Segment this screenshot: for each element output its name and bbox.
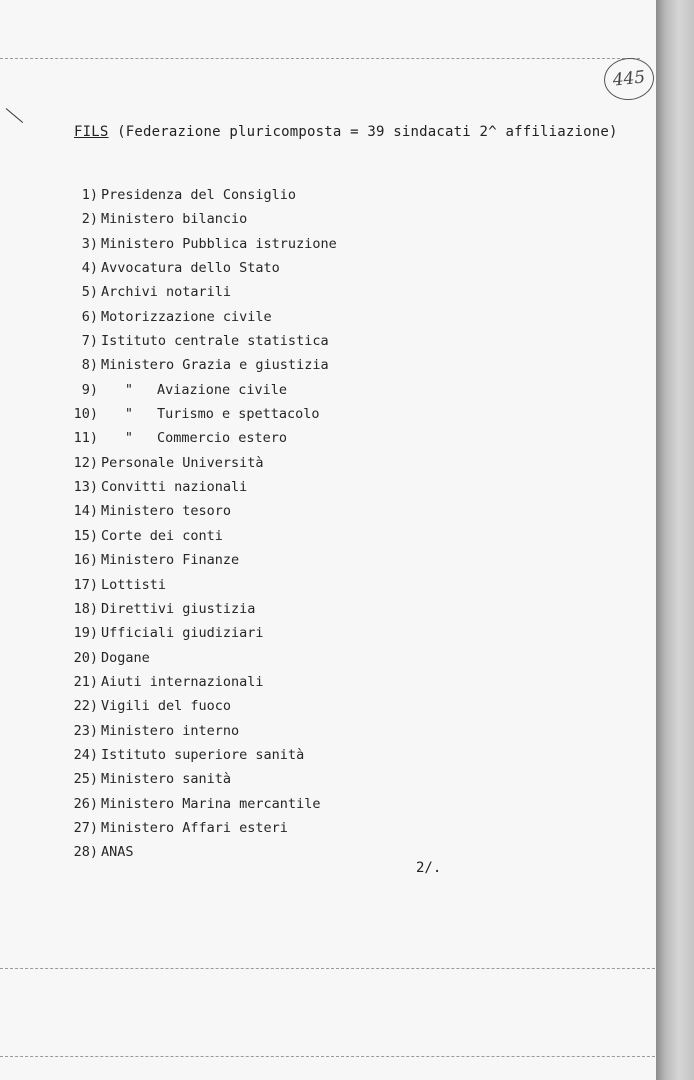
- item-text: Commercio estero: [157, 430, 288, 447]
- item-text: Dogane: [101, 649, 150, 666]
- item-number: 2): [81, 211, 98, 228]
- item-text: Archivi notarili: [101, 284, 232, 301]
- list-item: [66, 548, 337, 572]
- bottom-fold-line: [0, 968, 660, 970]
- list-item: [66, 840, 337, 864]
- item-text: Vigili del fuoco: [101, 698, 232, 715]
- item-text: Convitti nazionali: [101, 479, 248, 496]
- item-number: 1): [81, 187, 98, 203]
- item-number: 7): [81, 333, 98, 350]
- item-number: 9): [81, 381, 98, 398]
- item-text: Direttivi giustizia: [101, 600, 256, 617]
- item-number: 6): [81, 308, 98, 325]
- item-text: Motorizzazione civile: [101, 308, 272, 325]
- item-text: Turismo e spettacolo: [157, 406, 320, 423]
- item-text: Ministero Marina mercantile: [101, 795, 321, 812]
- union-list: [66, 183, 337, 865]
- bottom-edge-line: [0, 1056, 660, 1058]
- list-item: [66, 524, 337, 548]
- item-number: 15): [73, 527, 98, 544]
- list-item: [66, 353, 337, 377]
- item-text: Ufficiali giudiziari: [101, 625, 264, 642]
- item-text: Corte dei conti: [101, 527, 223, 544]
- list-item: [66, 232, 337, 256]
- list-item: [66, 256, 337, 280]
- item-text: Aviazione civile: [157, 381, 288, 398]
- item-text: Ministero tesoro: [101, 503, 232, 520]
- item-text: Lottisti: [101, 576, 167, 593]
- item-text: Istituto centrale statistica: [101, 333, 329, 350]
- item-text: Avvocatura dello Stato: [101, 260, 280, 277]
- scan-edge-shadow: [656, 0, 694, 1080]
- item-text: Ministero Finanze: [101, 552, 240, 569]
- list-item: [66, 597, 337, 621]
- item-text: Ministero Pubblica istruzione: [101, 235, 337, 252]
- list-item: [66, 451, 337, 475]
- list-item: [66, 792, 337, 816]
- item-number: 22): [73, 698, 98, 715]
- item-number: 19): [73, 625, 98, 642]
- item-number: 10): [73, 406, 98, 423]
- item-number: 16): [73, 552, 98, 569]
- list-item: [66, 816, 337, 840]
- heading-abbreviation: FILS: [74, 124, 109, 140]
- ditto-mark: ": [124, 381, 134, 398]
- item-text: Ministero Grazia e giustizia: [101, 357, 329, 374]
- list-item: [66, 378, 337, 402]
- item-number: 14): [73, 503, 98, 520]
- item-number: 12): [73, 454, 98, 471]
- list-item: [66, 646, 337, 670]
- top-fold-line: [0, 58, 640, 60]
- corner-pen-mark: [6, 108, 23, 123]
- list-item: [66, 694, 337, 718]
- item-number: 5): [81, 284, 98, 301]
- item-text: Istituto superiore sanità: [101, 746, 305, 763]
- item-text: Ministero bilancio: [101, 211, 248, 228]
- list-item: [66, 402, 337, 426]
- list-item: [66, 499, 337, 523]
- item-number: 11): [73, 430, 98, 447]
- item-text: Ministero Affari esteri: [101, 819, 288, 836]
- ditto-mark: ": [124, 430, 134, 447]
- document-heading: [74, 124, 618, 140]
- item-text: ANAS: [101, 844, 134, 861]
- ditto-mark: ": [124, 406, 134, 423]
- item-number: 17): [73, 576, 98, 593]
- list-item: [66, 329, 337, 353]
- item-number: 28): [73, 844, 98, 861]
- item-number: 24): [73, 746, 98, 763]
- item-number: 13): [73, 479, 98, 496]
- list-item: [66, 719, 337, 743]
- list-item: [66, 767, 337, 791]
- item-text: Personale Università: [101, 454, 264, 471]
- item-number: 26): [73, 795, 98, 812]
- list-item: [66, 573, 337, 597]
- item-text: Ministero interno: [101, 722, 240, 739]
- list-item: [66, 280, 337, 304]
- list-item: [66, 621, 337, 645]
- item-number: 18): [73, 600, 98, 617]
- continuation-mark: 2/.: [416, 860, 442, 876]
- list-item: [66, 670, 337, 694]
- item-text: Presidenza del Consiglio: [101, 187, 297, 203]
- item-number: 23): [73, 722, 98, 739]
- list-item: [66, 305, 337, 329]
- page-number-stamp: 445: [602, 56, 656, 103]
- item-text: Aiuti internazionali: [101, 673, 264, 690]
- list-item: [66, 743, 337, 767]
- item-number: 8): [81, 357, 98, 374]
- item-number: 21): [73, 673, 98, 690]
- item-number: 3): [81, 235, 98, 252]
- list-item: [66, 207, 337, 231]
- list-item: [66, 475, 337, 499]
- item-number: 4): [81, 260, 98, 277]
- item-number: 20): [73, 649, 98, 666]
- list-item: [66, 426, 337, 450]
- item-text: Ministero sanità: [101, 771, 232, 788]
- item-number: 25): [73, 771, 98, 788]
- heading-description: (Federazione pluricomposta = 39 sindacati 2^ affiliazione): [117, 124, 618, 140]
- list-item: [66, 183, 337, 207]
- item-number: 27): [73, 819, 98, 836]
